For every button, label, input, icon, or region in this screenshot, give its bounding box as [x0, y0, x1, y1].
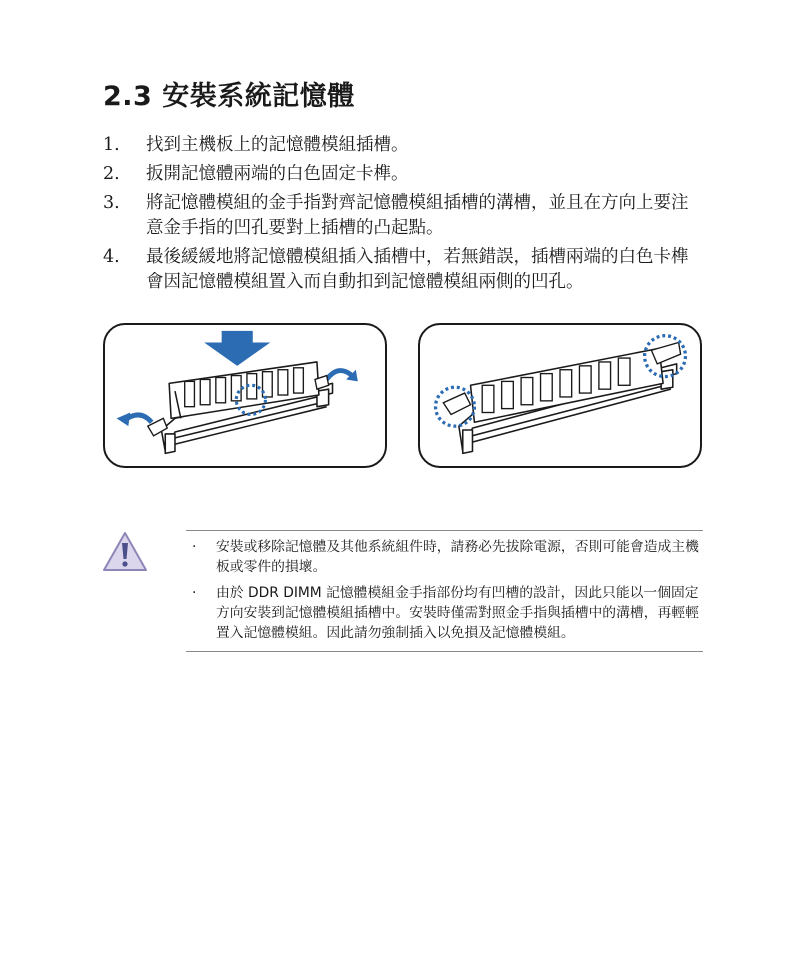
- dimm-locked-illustration: [418, 323, 702, 468]
- note-item: [186, 537, 703, 577]
- step-text: 最後緩緩地將記憶體模組插入插槽中，若無錯誤，插槽兩端的白色卡榫會因記憶體模組置入而自動扣到記憶體模組兩側的凹孔。: [146, 247, 689, 292]
- step-number: 1.: [103, 135, 120, 155]
- bullet: ·: [192, 539, 197, 555]
- caution-icon: [101, 530, 149, 574]
- dimm-locked-svg: [420, 325, 700, 466]
- dimm-insert-illustration: [103, 323, 387, 468]
- note-item: [186, 583, 703, 643]
- step-number: 4.: [103, 247, 120, 267]
- caution-notes: [186, 530, 703, 652]
- step-item: [103, 162, 705, 187]
- step-number: 3.: [103, 193, 120, 213]
- step-item: [103, 133, 705, 158]
- bullet: ·: [192, 585, 197, 601]
- step-item: [103, 191, 705, 241]
- page-title: 2.3 安裝系統記憶體: [103, 81, 355, 112]
- step-number: 2.: [103, 164, 120, 184]
- note-text: 安裝或移除記憶體及其他系統組件時，請務必先拔除電源，否則可能會造成主機板或零件的損壞。: [216, 539, 699, 575]
- step-text: 找到主機板上的記憶體模組插槽。: [146, 135, 409, 155]
- step-item: [103, 245, 705, 295]
- step-text: 將記憶體模組的金手指對齊記憶體模組插槽的溝槽，並且在方向上要注意金手指的凹孔要對上插槽的凸起點。: [146, 193, 689, 238]
- step-list: [103, 133, 705, 299]
- note-text: 由於 DDR DIMM 記憶體模組金手指部份均有凹槽的設計，因此只能以一個固定方向安裝到記憶體模組插槽中。安裝時僅需對照金手指與插槽中的溝槽，再輕輕置入記憶體模組。因此請勿強制插入以免損及記憶體模組。: [216, 585, 699, 641]
- step-text: 扳開記憶體兩端的白色固定卡榫。: [146, 164, 409, 184]
- dimm-insert-svg: [105, 325, 385, 466]
